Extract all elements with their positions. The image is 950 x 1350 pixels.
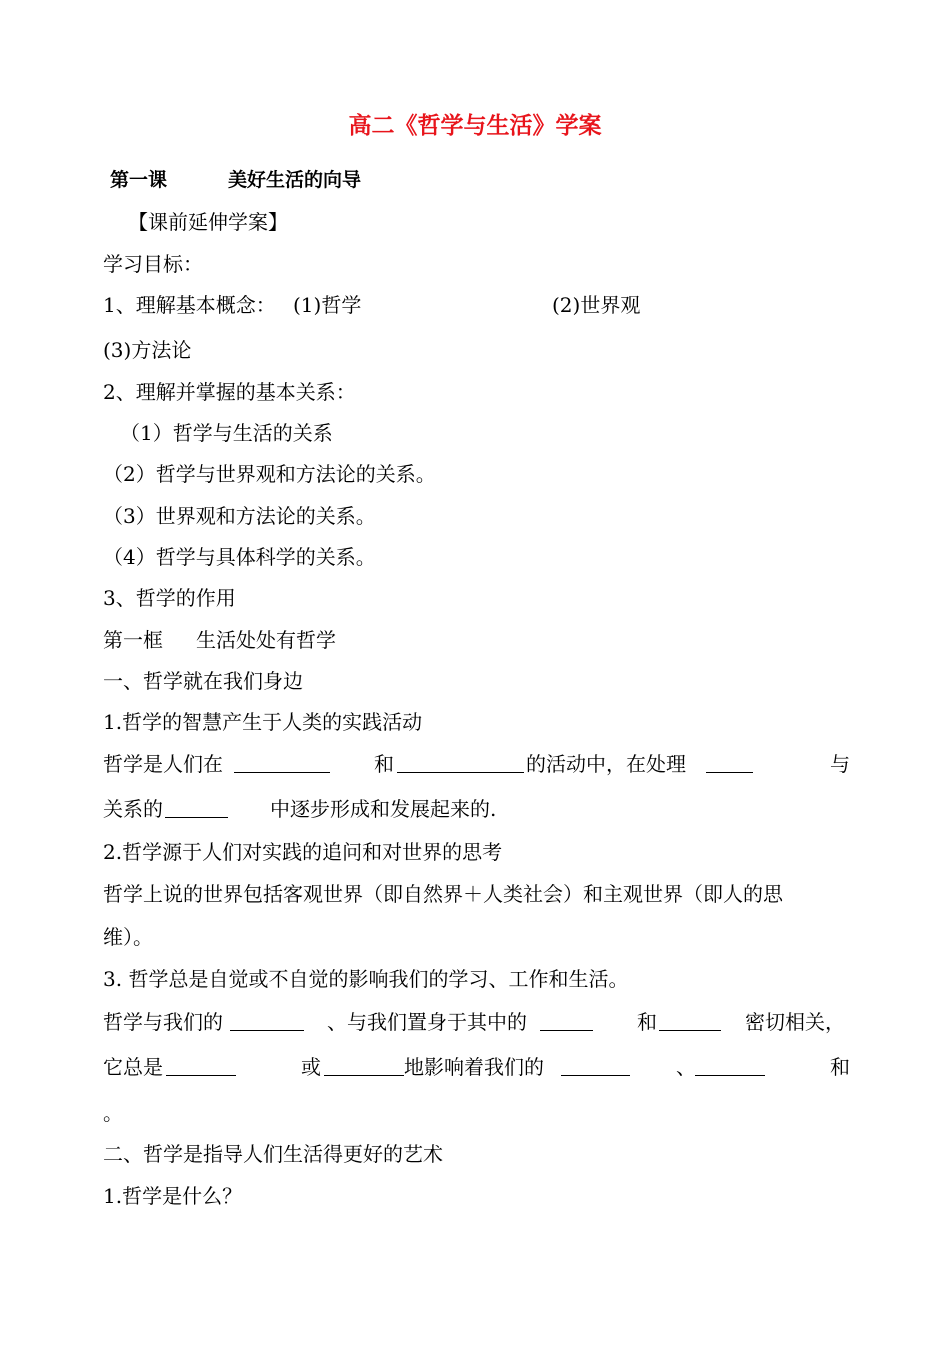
p3-line3: 。 bbox=[103, 1101, 123, 1125]
p3-line2-b: 或 bbox=[301, 1055, 321, 1079]
document-title: 高二《哲学与生活》学案 bbox=[348, 113, 602, 139]
goal2-item: （2）哲学与世界观和方法论的关系。 bbox=[103, 462, 436, 486]
p1-line1-b: 和 bbox=[374, 752, 394, 776]
p3-line1-c: 和 bbox=[637, 1010, 657, 1034]
goal2-heading: 2、理解并掌握的基本关系： bbox=[103, 380, 356, 404]
goal2-item: （1）哲学与生活的关系 bbox=[120, 421, 333, 445]
fill-blank[interactable] bbox=[234, 750, 330, 773]
goal2-item: （4）哲学与具体科学的关系。 bbox=[103, 545, 376, 569]
fill-blank[interactable] bbox=[165, 795, 228, 818]
p2-text-line2: 维）。 bbox=[103, 925, 153, 949]
goal3: 3、哲学的作用 bbox=[103, 586, 236, 610]
fill-blank[interactable] bbox=[166, 1053, 236, 1076]
p1-line1-c: 的活动中，在处理 bbox=[526, 752, 686, 776]
fill-blank[interactable] bbox=[397, 750, 524, 773]
fill-blank[interactable] bbox=[706, 750, 753, 773]
p3-line2-d: 、 bbox=[676, 1055, 696, 1079]
fill-blank[interactable] bbox=[540, 1008, 593, 1031]
goal1-item1: (1)哲学 bbox=[293, 293, 362, 317]
p3-line1-a: 哲学与我们的 bbox=[103, 1010, 223, 1034]
p2-heading: 2.哲学源于人们对实践的追问和对世界的思考 bbox=[103, 840, 503, 864]
frame-number: 第一框 bbox=[103, 628, 163, 652]
fill-blank[interactable] bbox=[659, 1008, 721, 1031]
p3-line2-c: 地影响着我们的 bbox=[404, 1055, 544, 1079]
p1-heading: 1.哲学的智慧产生于人类的实践活动 bbox=[103, 710, 423, 734]
frame-name: 生活处处有哲学 bbox=[196, 628, 336, 652]
p3-line1-b: 、与我们置身于其中的 bbox=[327, 1010, 527, 1034]
goal1-item3: (3)方法论 bbox=[103, 338, 192, 362]
p3-line2-a: 它总是 bbox=[103, 1055, 163, 1079]
p3-heading: 3. 哲学总是自觉或不自觉的影响我们的学习、工作和生活。 bbox=[103, 967, 629, 991]
p3-line2-e: 和 bbox=[830, 1055, 850, 1079]
lesson-name: 美好生活的向导 bbox=[228, 169, 362, 191]
fill-blank[interactable] bbox=[695, 1053, 765, 1076]
p2-text-line1: 哲学上说的世界包括客观世界（即自然界＋人类社会）和主观世界（即人的思 bbox=[103, 882, 783, 906]
fill-blank[interactable] bbox=[230, 1008, 304, 1031]
fill-blank[interactable] bbox=[561, 1053, 630, 1076]
goals-heading: 学习目标： bbox=[103, 252, 203, 276]
part1-heading: 一、哲学就在我们身边 bbox=[103, 669, 303, 693]
lesson-number: 第一课 bbox=[110, 169, 168, 191]
goal2-item: （3）世界观和方法论的关系。 bbox=[103, 504, 376, 528]
part2-heading: 二、哲学是指导人们生活得更好的艺术 bbox=[103, 1142, 443, 1166]
fill-blank[interactable] bbox=[324, 1053, 404, 1076]
goal1-prefix: 1、理解基本概念： bbox=[103, 293, 276, 317]
section-heading: 【课前延伸学案】 bbox=[128, 210, 288, 234]
p1-line1-a: 哲学是人们在 bbox=[103, 752, 223, 776]
goal1-item2: (2)世界观 bbox=[552, 293, 641, 317]
p1-line2-b: 中逐步形成和发展起来的. bbox=[270, 797, 497, 821]
p3-line1-d: 密切相关， bbox=[745, 1010, 845, 1034]
part2-question: 1.哲学是什么？ bbox=[103, 1184, 243, 1208]
p1-line1-d: 与 bbox=[830, 752, 850, 776]
p1-line2-a: 关系的 bbox=[103, 797, 163, 821]
